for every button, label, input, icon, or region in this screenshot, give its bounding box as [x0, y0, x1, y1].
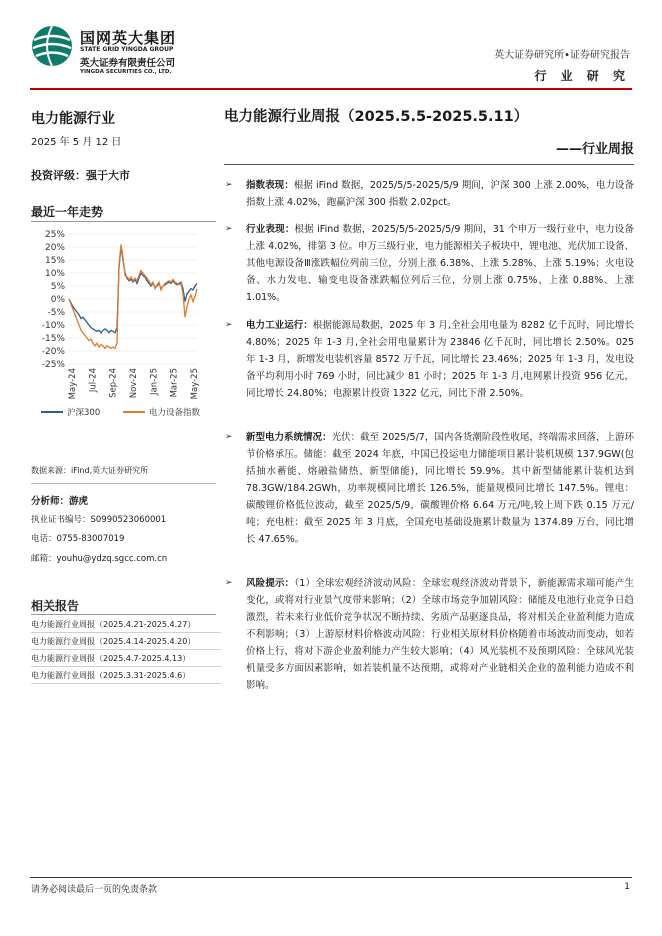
analyst-name: 分析师：游虎 [31, 496, 89, 507]
bullet-arrow-icon: ➢ [225, 578, 233, 588]
analyst-email[interactable]: 邮箱：youhu@ydzq.sgcc.com.cn [31, 554, 168, 564]
y-tick-label: 10% [44, 269, 65, 279]
industry-name: 电力能源行业 [31, 111, 115, 127]
sidebar-divider [31, 483, 216, 484]
paragraph-heading: 指数表现： [246, 180, 294, 191]
related-report-item[interactable]: 电力能源行业周报（2025.4.7-2025.4.13） [31, 650, 221, 667]
one-year-trend-chart [31, 228, 221, 424]
x-tick-label: May-24 [68, 368, 78, 400]
y-tick-label: -5% [47, 308, 65, 318]
x-tick-label: Jul-24 [88, 368, 99, 393]
bullet-arrow-icon: ➢ [225, 320, 233, 330]
securities-name-cn: 英大证券有限责任公司 [80, 58, 176, 69]
trend-title: 最近一年走势 [31, 205, 104, 219]
x-tick-label: Sep-24 [108, 368, 119, 398]
paragraph-heading: 新型电力系统情况： [246, 432, 332, 443]
bullet-arrow-icon: ➢ [225, 432, 233, 442]
trend-divider [31, 221, 216, 222]
institute-label: 英大证券研究所•证券研究报告 [494, 50, 630, 61]
company-logo [30, 24, 210, 78]
securities-name-en: YINGDA SECURITIES CO., LTD. [80, 69, 172, 75]
y-tick-label: -15% [41, 334, 65, 344]
related-reports-title: 相关报告 [31, 599, 80, 613]
paragraph-heading: 行业表现： [246, 224, 295, 235]
report-subtitle: ——行业周报 [555, 142, 634, 157]
related-reports-list [31, 616, 221, 684]
paragraph-text: 光伏：截至 2025/5/7，国内各货潮阶段性收尾，终端需求回落，上游环节价格承压。储能：截至 2024 年底，中国已投运电力储能项目累计装机规模 137.9GW(包括抽水蓄能、熔融盐储热、新型储能)，同比增长 59.9%。其中新型储能累计装机达到 78.3GW/184.2GWh，功率规模同比增长 126.5%，能量规模同比增长 147.5%。锂电：碳酸锂价格低位波动，截至 2025/5/9，碳酸锂价格 6.64 万元/吨,较上周下跌 0.15 万元/吨；充电桩：截至 2025 年 3 月底，全国充电基础设施累计数量为 1374.89 万台，同比增长 47.65%。 [246, 432, 634, 545]
paragraph-heading: 风险提示： [246, 578, 295, 589]
related-report-item[interactable]: 电力能源行业周报（2025.4.21-2025.4.27） [31, 616, 221, 633]
related-divider [31, 614, 216, 615]
y-tick-label: -20% [41, 347, 65, 357]
paragraph-industry-performance [224, 221, 634, 306]
y-tick-label: 20% [44, 243, 65, 253]
footer-divider [30, 877, 632, 878]
related-report-item[interactable]: 电力能源行业周报（2025.3.31-2025.4.6） [31, 667, 221, 684]
y-tick-label: 25% [44, 230, 65, 240]
related-report-item[interactable]: 电力能源行业周报（2025.4.14-2025.4.20） [31, 633, 221, 650]
legend-label: 沪深300 [67, 408, 101, 418]
paragraph-power-industry [224, 317, 634, 402]
report-category: 行 业 研 究 [534, 69, 630, 83]
paragraph-text: 根据 iFind 数据，2025/5/5-2025/5/9 期间，沪深 300 上涨 2.00%，电力设备指数上涨 4.02%，跑赢沪深 300 指数 2.02pct。 [246, 180, 634, 208]
report-title: 电力能源行业周报（2025.5.5-2025.5.11） [224, 109, 529, 125]
page-number: 1 [624, 882, 630, 892]
paragraph-new-power-system [224, 429, 634, 548]
certificate-number: 执业证书编号：S0990523060001 [31, 515, 167, 525]
x-tick-label: Mar-25 [169, 368, 180, 398]
company-name-en: STATE GRID YINGDA GROUP [80, 46, 174, 53]
x-tick-label: Jan-25 [149, 368, 160, 395]
title-divider [224, 164, 634, 165]
y-tick-label: 15% [44, 256, 65, 266]
paragraph-index-performance [224, 177, 634, 211]
bullet-arrow-icon: ➢ [225, 180, 233, 190]
paragraph-text: 根据能源局数据，2025 年 3 月,全社会用电量为 8282 亿千瓦时，同比增长 4.80%；2025 年 1-3 月,全社会用电量累计为 23846 亿千瓦时，同比增长 2.50%。025 年 1-3 月，新增发电装机容量 8572 万千瓦，同比增长 23.46%；2025 年 1-3 月，发电设备平均利用小时 769 小时，同比减少 81 小时；2025 年 1-3 月,电网累计投资 956 亿元，同比增长 24.80%；电源累计投资 1322 亿元，同比下滑 2.50%。 [246, 320, 634, 399]
disclaimer-note[interactable]: 请务必阅读最后一页的免责条款 [31, 885, 158, 895]
y-tick-label: 5% [50, 282, 65, 292]
legend-label: 电力设备指数 [149, 408, 201, 418]
y-tick-label: -10% [41, 321, 65, 331]
company-name-cn: 国网英大集团 [80, 29, 177, 47]
y-tick-label: -25% [41, 360, 65, 370]
analyst-phone: 电话：0755-83007019 [31, 534, 125, 544]
chart-source: 数据来源：iFind,英大证券研究所 [31, 466, 149, 475]
paragraph-risk-warning [224, 575, 634, 694]
x-tick-label: Nov-24 [129, 368, 139, 399]
header-divider [30, 88, 632, 90]
paragraph-text: （1）全球宏观经济波动风险：全球宏观经济波动背景下，新能源需求端可能产生变化，或将对行业景气度带来影响；（2）全球市场竞争加剧风险：储能及电池行业竞争日趋激烈，若未来行业低价竞争状况不断持续、劣质产品驱逐良品，将对相关企业盈利能力造成不利影响；（3）上游原材料价格波动风险：行业相关原材料价格随着市场波动而变动，如若价格上行，将对下游企业盈利能力产生较大影响；（4）风光装机不及预期风险：全球风光装机量受多方面因素影响，如若装机量不达预期，或将对产业链相关企业的盈利能力造成不利影响。 [246, 578, 634, 691]
x-tick-label: May-25 [190, 368, 200, 400]
y-tick-label: 0% [50, 295, 65, 305]
report-date: 2025 年 5 月 12 日 [31, 137, 122, 148]
investment-rating: 投资评级：强于大市 [31, 169, 130, 182]
bullet-arrow-icon: ➢ [225, 224, 233, 234]
state-grid-globe-icon [30, 24, 74, 68]
paragraph-text: 根据 iFind 数据，2025/5/5-2025/5/9 期间，31 个申万一级行业中，电力设备上涨 4.02%，排第 3 位。申万三级行业，电力能源相关子板块中，锂电池、光伏加工设备、其他电源设备Ⅲ涨跌幅位列前三位，分别上涨 6.38%、上涨 5.28%、上涨 5.19%；火电设备、水力发电、输变电设备涨跌幅位列后三位，分别上涨 0.75%、上涨 0.88%、上涨 1.01%。 [246, 224, 634, 303]
paragraph-heading: 电力工业运行： [246, 320, 313, 331]
